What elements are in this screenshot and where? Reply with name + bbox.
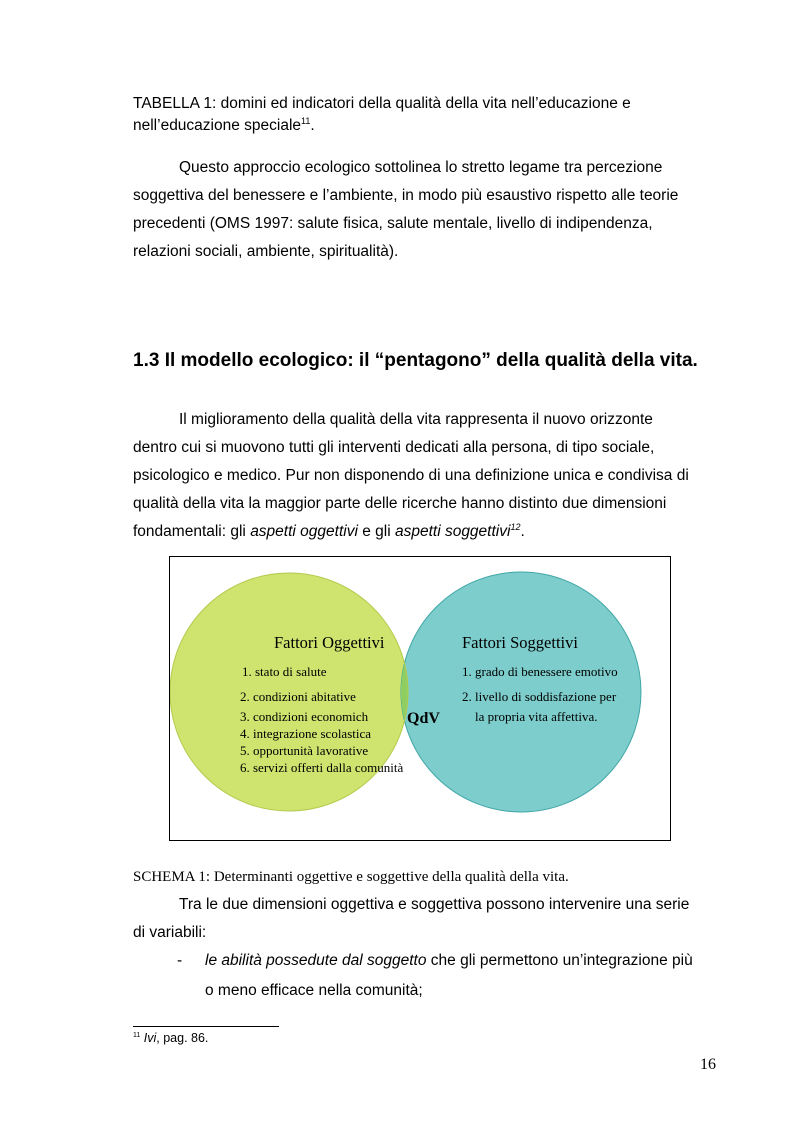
paragraph-line: relazioni sociali, ambiente, spiritualità).	[133, 243, 399, 260]
paragraph-variables	[133, 891, 718, 947]
section-heading: 1.3 Il modello ecologico: il “pentagono” della qualità della vita.	[133, 350, 698, 371]
paragraph-ecological-approach	[133, 154, 718, 266]
left-item: 6. servizi offerti dalla comunità	[240, 760, 404, 775]
left-item: 3. condizioni economich	[240, 709, 369, 724]
line-text: fondamentali: gli	[133, 523, 251, 540]
list-item	[177, 946, 718, 1006]
venn-diagram	[170, 557, 670, 840]
paragraph-line: di variabili:	[133, 924, 207, 941]
footnote-text: , pag. 86.	[156, 1031, 209, 1045]
table-caption	[133, 93, 718, 137]
left-item: 4. integrazione scolastica	[240, 726, 372, 741]
footnote-divider	[133, 1026, 279, 1027]
footnote-ref-11: 11	[301, 115, 311, 126]
paragraph-line	[133, 518, 718, 546]
paragraph-quality-of-life	[133, 406, 718, 546]
right-item: la propria vita affettiva.	[475, 709, 598, 724]
footnote-number: 11	[133, 1031, 141, 1039]
line-text: che gli permettono un’integrazione più	[426, 952, 693, 969]
table-caption-text: nell’educazione speciale	[133, 117, 302, 134]
footnote	[133, 1031, 208, 1045]
right-item: 2. livello di soddisfazione per	[462, 689, 617, 704]
page-number: 16	[700, 1056, 716, 1073]
left-item: 2. condizioni abitative	[240, 689, 356, 704]
paragraph-line: psicologico e medico. Pur non disponendo di una definizione unica e condivisa di	[133, 467, 689, 484]
table-caption-line1: TABELLA 1: domini ed indicatori della qualità della vita nell’educazione e	[133, 95, 631, 112]
line-text: Questo approccio ecologico sottolinea lo stretto legame tra percezione	[179, 159, 663, 176]
paragraph-line: soggettiva del benessere e l’ambiente, in modo più esaustivo rispetto alle teorie	[133, 187, 679, 204]
paragraph-line	[133, 891, 718, 919]
table-caption-line2	[133, 115, 718, 137]
line-text: Tra le due dimensioni oggettiva e soggettiva possono intervenire una serie	[179, 896, 690, 913]
table-caption-end: .	[310, 117, 315, 134]
schema-caption: SCHEMA 1: Determinanti oggettive e soggettive della qualità della vita.	[133, 869, 569, 885]
line-text: Il miglioramento della qualità della vita rappresenta il nuovo orizzonte	[179, 411, 653, 428]
list-dash: -	[177, 952, 183, 969]
right-item: 1. grado di benessere emotivo	[462, 664, 618, 679]
left-item: 1. stato di salute	[242, 664, 327, 679]
list-item-text	[205, 946, 718, 1006]
line-text: e gli	[357, 523, 395, 540]
emphasis-objective: aspetti oggettivi	[250, 523, 358, 540]
paragraph-line: qualità della vita la maggior parte delle ricerche hanno distinto due dimensioni	[133, 495, 667, 512]
left-title: Fattori Oggettivi	[274, 633, 385, 652]
footnote-emphasis: Ivi	[143, 1031, 157, 1045]
center-label: QdV	[407, 710, 440, 727]
footnote-ref-12: 12	[510, 521, 521, 532]
emphasis-abilities: le abilità possedute dal soggetto	[205, 952, 427, 969]
emphasis-subjective: aspetti soggettivi	[394, 523, 511, 540]
paragraph-line: dentro cui si muovono tutti gli interventi dedicati alla persona, di tipo sociale,	[133, 439, 655, 456]
right-title: Fattori Soggettivi	[462, 633, 578, 652]
line-text: o meno efficace nella comunità;	[205, 982, 423, 999]
paragraph-line	[133, 154, 718, 182]
paragraph-line: precedenti (OMS 1997: salute fisica, salute mentale, livello di indipendenza,	[133, 215, 653, 232]
left-item: 5. opportunità lavorative	[240, 743, 369, 758]
line-text: .	[520, 523, 525, 540]
paragraph-line	[133, 406, 718, 434]
